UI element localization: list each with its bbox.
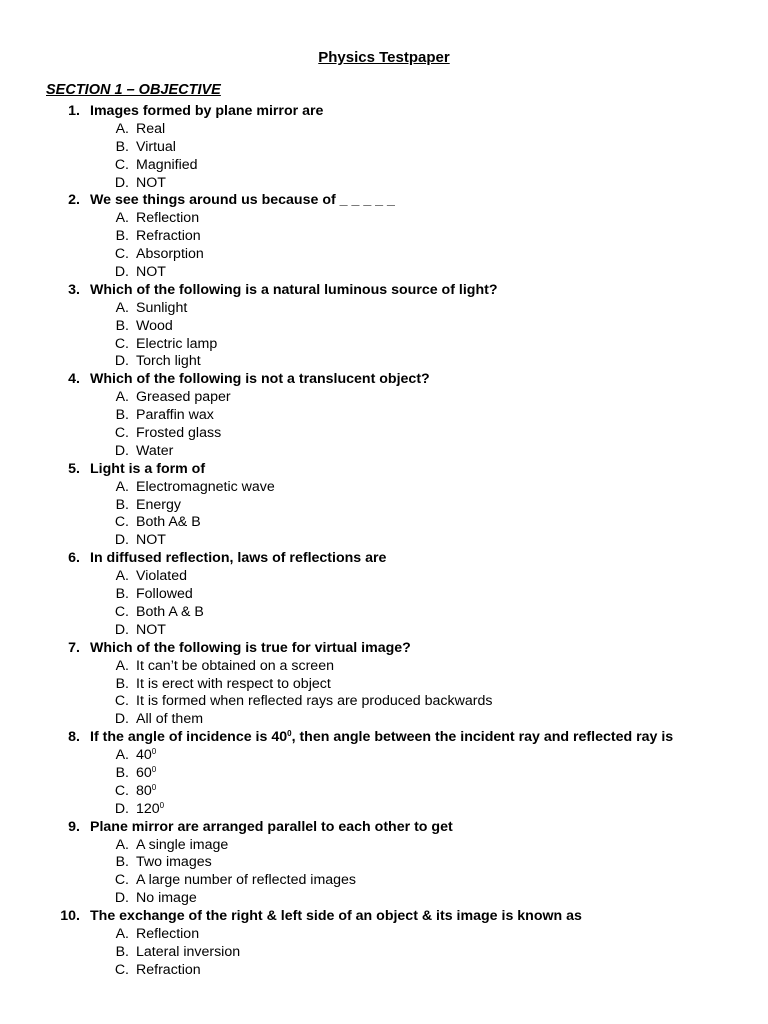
option-text: Electromagnetic wave (136, 478, 275, 495)
degree-superscript: 0 (159, 800, 165, 810)
question-number: 4. (68, 371, 80, 388)
question-text: In diffused reflection, laws of reflections are (90, 550, 387, 567)
option (0, 246, 768, 264)
option-letter: B. (115, 138, 129, 155)
option-letter: C. (114, 425, 129, 442)
option-text: All of them (136, 711, 204, 728)
option-text: A large number of reflected images (136, 872, 357, 889)
option (0, 872, 768, 890)
option (0, 783, 768, 801)
option (0, 425, 768, 443)
option-letter: C. (114, 335, 129, 352)
option (0, 801, 768, 819)
option-text: NOT (136, 174, 166, 191)
option-letter: B. (115, 496, 129, 513)
option-text: Two images (136, 854, 212, 871)
option (0, 711, 768, 729)
option (0, 676, 768, 694)
question-number: 6. (68, 550, 80, 567)
option-letter: A. (115, 389, 129, 406)
option (0, 407, 768, 425)
option-text: Virtual (136, 138, 176, 155)
question-text: Which of the following is not a translucent object? (90, 371, 430, 388)
option-text: Reflection (136, 210, 200, 227)
question-6 (0, 550, 768, 568)
degree-superscript: 0 (151, 747, 157, 757)
option (0, 765, 768, 783)
option (0, 336, 768, 354)
option (0, 658, 768, 676)
option-letter: C. (114, 693, 129, 710)
option (0, 479, 768, 497)
option-letter: B. (115, 943, 129, 960)
option-text: Refraction (136, 228, 201, 245)
option (0, 568, 768, 586)
option (0, 497, 768, 515)
option-letter: C. (114, 603, 129, 620)
option (0, 586, 768, 604)
question-number: 9. (68, 818, 80, 835)
option (0, 944, 768, 962)
option-text: Both A & B (136, 603, 204, 620)
option-text: $60^0$ (136, 764, 157, 781)
option-text: Wood (136, 317, 173, 334)
question-text: If the angle of incidence is $40^0$, then angle between the incident ray and reflected ray is (90, 729, 674, 746)
question-text: The exchange of the right & left side of an object & its image is known as (90, 908, 582, 925)
option-letter: D. (114, 890, 129, 907)
option-letter: D. (114, 711, 129, 728)
option-letter: D. (114, 353, 129, 370)
option-letter: B. (115, 675, 129, 692)
option (0, 139, 768, 157)
option-letter: A. (115, 925, 129, 942)
option-text: NOT (136, 621, 166, 638)
option (0, 693, 768, 711)
option (0, 389, 768, 407)
option-text: NOT (136, 532, 166, 549)
option (0, 157, 768, 175)
question-2 (0, 192, 768, 210)
option-letter: A. (115, 210, 129, 227)
question-1 (0, 103, 768, 121)
degree-superscript: 0 (151, 782, 157, 792)
option (0, 926, 768, 944)
option (0, 210, 768, 228)
question-3 (0, 282, 768, 300)
option-letter: A. (115, 120, 129, 137)
option-letter: C. (114, 961, 129, 978)
option-text: A single image (136, 836, 229, 853)
option-letter: A. (115, 299, 129, 316)
option (0, 318, 768, 336)
question-7 (0, 640, 768, 658)
option (0, 443, 768, 461)
page-title: Physics Testpaper (318, 49, 450, 66)
option-letter: C. (114, 156, 129, 173)
option-text: Refraction (136, 961, 201, 978)
option-text: $120^0$ (136, 800, 165, 817)
option-text: It is erect with respect to object (136, 675, 331, 692)
option (0, 854, 768, 872)
option-text: Greased paper (136, 389, 231, 406)
question-number: 7. (68, 639, 80, 656)
option (0, 837, 768, 855)
option-text: Both A& B (136, 514, 201, 531)
option-letter: D. (114, 264, 129, 281)
option-letter: B. (115, 317, 129, 334)
option (0, 228, 768, 246)
option-letter: C. (114, 782, 129, 799)
option-text: $80^0$ (136, 782, 157, 799)
option-text: Reflection (136, 925, 200, 942)
option (0, 747, 768, 765)
option-text: Sunlight (136, 299, 188, 316)
question-10 (0, 908, 768, 926)
option-text: It can’t be obtained on a screen (136, 657, 334, 674)
question-number: 8. (68, 729, 80, 746)
option-letter: C. (114, 246, 129, 263)
question-text: We see things around us because of _ _ _ _ _ (90, 192, 395, 209)
option-letter: B. (115, 407, 129, 424)
question-number: 3. (68, 281, 80, 298)
option-letter: D. (114, 621, 129, 638)
question-9 (0, 819, 768, 837)
option-letter: B. (115, 228, 129, 245)
option-text: Absorption (136, 246, 204, 263)
option (0, 514, 768, 532)
question-number: 10. (60, 908, 80, 925)
option-letter: D. (114, 174, 129, 191)
question-text: Light is a form of (90, 460, 206, 477)
option (0, 175, 768, 193)
question-number: 1. (68, 103, 80, 119)
option-letter: A. (115, 747, 129, 764)
option-letter: C. (114, 514, 129, 531)
option-text: NOT (136, 264, 166, 281)
option-letter: D. (114, 532, 129, 549)
question-text: Which of the following is true for virtual image? (90, 639, 411, 656)
option (0, 962, 768, 980)
option (0, 300, 768, 318)
option-letter: B. (115, 764, 129, 781)
option-letter: C. (114, 872, 129, 889)
option-letter: A. (115, 657, 129, 674)
option (0, 264, 768, 282)
question-8 (0, 729, 768, 747)
option-text: Paraffin wax (136, 407, 214, 424)
option-text: Followed (136, 586, 193, 603)
option-text: Magnified (136, 156, 198, 173)
option-letter: B. (115, 586, 129, 603)
option-text: $40^0$ (136, 747, 157, 764)
option-text: No image (136, 890, 197, 907)
option (0, 622, 768, 640)
option-letter: D. (114, 800, 129, 817)
option (0, 890, 768, 908)
option-text: Water (136, 442, 174, 459)
question-number: 2. (68, 192, 80, 209)
question-list (0, 103, 768, 980)
option-letter: A. (115, 568, 129, 585)
option-text: Torch light (136, 353, 201, 370)
question-4 (0, 371, 768, 389)
option-text: Energy (136, 496, 181, 513)
option-letter: A. (115, 478, 129, 495)
option-text: Electric lamp (136, 335, 218, 352)
option-letter: A. (115, 836, 129, 853)
section-heading: SECTION 1 – OBJECTIVE (46, 82, 221, 98)
degree-superscript: 0 (287, 729, 292, 739)
question-number: 5. (68, 460, 80, 477)
option-letter: B. (115, 854, 129, 871)
degree-superscript: 0 (151, 764, 157, 774)
question-text: Images formed by plane mirror are (90, 103, 324, 119)
option (0, 532, 768, 550)
question-5 (0, 461, 768, 479)
question-text: Which of the following is a natural luminous source of light? (90, 281, 498, 298)
option (0, 604, 768, 622)
option-text: Lateral inversion (136, 943, 241, 960)
option-text: Real (136, 120, 166, 137)
option-text: Violated (136, 568, 188, 585)
option (0, 353, 768, 371)
question-text: Plane mirror are arranged parallel to each other to get (90, 818, 453, 835)
option-text: It is formed when reflected rays are produced backwards (136, 693, 493, 710)
option-letter: D. (114, 442, 129, 459)
option-text: Frosted glass (136, 425, 222, 442)
option (0, 121, 768, 139)
